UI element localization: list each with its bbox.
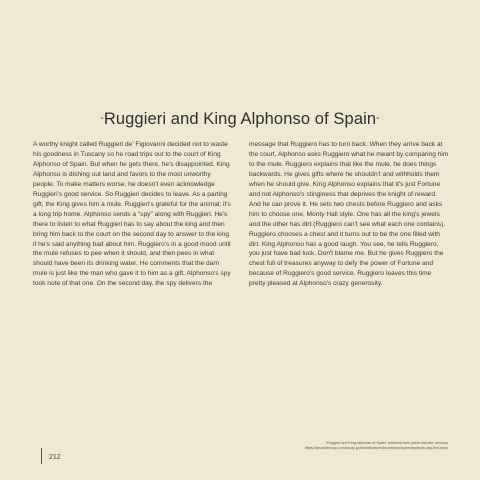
left-column [33, 140, 233, 289]
title-text: Ruggieri and King Alphonso of Spain [103, 110, 377, 128]
page-title [0, 110, 480, 129]
title-dash-left: - [100, 113, 104, 124]
page-number-rule [41, 448, 42, 464]
body-columns [33, 140, 449, 289]
title-dash-right: - [376, 113, 380, 124]
left-column-text: A worthy knight called Ruggieri de' Figiovanni decided not to waste his goodness in Tuscany so he road trips out to the court of King Alphonso of Spain. But when he gets there, he's disappointed. King Alphonso is dishing out land and favors to the most unworthy people. To make matters worse, he doesn't even acknowledge Ruggieri's good service. So Ruggieri decides to leave. As a parting gift, the King gives him a mule. Ruggieri's grateful for the animal; it's a long trip home. Alphonso sends a "spy" along with Ruggieri. He's there to listen to what Ruggieri has to say about the king and then bring him back to the court on the second day to answer to the king if he's said anything bad about him. Ruggiero's in a good mood until the mule refuses to pee when it should, and then pees in what should have been its drinking water. He comments that the darn mule is just like the man who gave it to him as a gift. Alphonso's spy took note of that one. On the second day, the spy delivers the [33, 141, 231, 288]
page-number: 212 [49, 454, 61, 461]
footnote-line-1: "Ruggieri and King Alphonso of Spain" retrieved from public domain: shmoop [325, 441, 448, 445]
source-footnote [288, 441, 448, 451]
right-column [249, 140, 449, 289]
footnote-line-2: https://www.shmoop.com/study-guides/literature/decameron/summary/tenth-day-first-story [304, 446, 448, 450]
right-column-text: message that Ruggiero has to turn back. When they arrive back at the court, Alphonso asks Ruggiero what he meant by comparing him to the mule. Ruggiero explains that like the mule, he does things backwards. He gives gifts where he shouldn't and withholds them when he should give. King Alphonso explains that it's just Fortune and not Alphonso's stinginess that deprives the knight of reward. And he can prove it. He sets two chests before Ruggiero and asks him to choose one, Monty Hall style. One has all the king's jewels and the other has dirt (Ruggiero can't see what each one contains). Ruggiero chooses a chest and it turns out to be the one filled with dirt. King Alphonso has a good laugh. You see, he tells Ruggiero, you just have bad luck. Don't blame me. But he gives Ruggiero the chest full of treasures anyway to defy the power of Fortune and because of Ruggiero's good service. Ruggiero leaves this time pretty pleased at Alphonso's crazy generosity. [249, 141, 449, 288]
